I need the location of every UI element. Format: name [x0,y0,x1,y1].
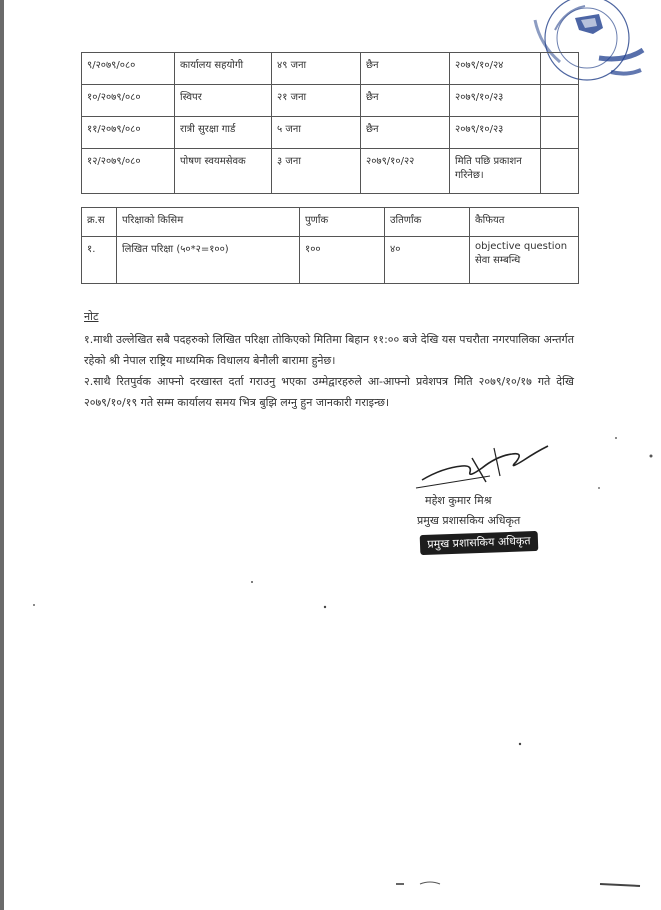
notes-heading: नोट [84,310,99,323]
post-cell: स्विपर [175,85,272,117]
note-paragraph-2: २.साथै रितपुर्वक आफ्नो दरखास्त दर्ता गराउनु भएका उम्मेद्वारहरुले आ-आफ्नो प्रवेशपत्र मिति २०७९/१०/१७ गते देखि २०७९/१०/१९ गते सम्म कार्यालय समय भित्र बुझि लग्नु हुन जानकारी गराइन्छ। [84,375,574,409]
header-sn: क्र.स [82,208,117,237]
header-pass-marks: उतिर्णांक [385,208,470,237]
date-cell: मिति पछि प्रकाशन गरिनेछ। [450,149,541,194]
header-remarks: कैफियत [470,208,579,237]
post-cell: पोषण स्वयमसेवक [175,149,272,194]
signatory-title: प्रमुख प्रशासकिय अधिकृत [417,514,521,527]
exam-table [81,207,579,284]
scan-edge [0,0,4,910]
count-cell: ३ जना [272,149,361,194]
post-cell: कार्यालय सहयोगी [175,53,272,85]
notes-section [84,306,574,413]
note-paragraph-1: १.माथी उल्लेखित सबै पदहरुको लिखित परिक्षा तोकिएको मितिमा बिहान ११:०० बजे देखि यस पचरौता नगरपालिका अन्तर्गत रहेको श्री नेपाल राष्ट्रिय माध्यमिक विधालय बेनौली बारामा हुनेछ। [84,333,574,367]
designation-stamp: प्रमुख प्रशासकिय अधिकृत [420,531,539,555]
count-cell: २१ जना [272,85,361,117]
exam-header-row [82,208,579,237]
signatory-block [417,491,520,531]
status-cell: छैन [361,53,450,85]
table-row [82,85,579,117]
ref-cell: ९/२०७९/०८० [82,53,175,85]
type-cell: लिखित परिक्षा (५०*२=१००) [117,237,300,284]
posts-table [81,52,579,194]
count-cell: ५ जना [272,117,361,149]
remarks-line-2: सेवा सम्बन्धि [475,255,521,266]
header-type: परिक्षाको किसिम [117,208,300,237]
table-row [82,237,579,284]
signature-icon [412,438,552,493]
pass-marks-cell: ४० [385,237,470,284]
sn-cell: १. [82,237,117,284]
status-cell: छैन [361,117,450,149]
table-row [82,149,579,194]
status-cell: छैन [361,85,450,117]
table-row [82,117,579,149]
ref-cell: १२/२०७९/०८० [82,149,175,194]
note-cell [541,85,579,117]
date-cell: २०७९/१०/२४ [450,53,541,85]
full-marks-cell: १०० [300,237,385,284]
note-cell [541,149,579,194]
signatory-name: महेश कुमार मिश्र [425,494,492,507]
date-cell: २०७९/१०/२३ [450,85,541,117]
note-cell [541,53,579,85]
count-cell: ४९ जना [272,53,361,85]
header-full-marks: पुर्णांक [300,208,385,237]
status-cell: २०७९/१०/२२ [361,149,450,194]
ref-cell: १०/२०७९/०८० [82,85,175,117]
remarks-line-1: objective question [475,241,568,252]
remarks-cell [470,237,579,284]
note-cell [541,117,579,149]
ref-cell: ११/२०७९/०८० [82,117,175,149]
table-row [82,53,579,85]
post-cell: रात्री सुरक्षा गार्ड [175,117,272,149]
date-cell: २०७९/१०/२३ [450,117,541,149]
